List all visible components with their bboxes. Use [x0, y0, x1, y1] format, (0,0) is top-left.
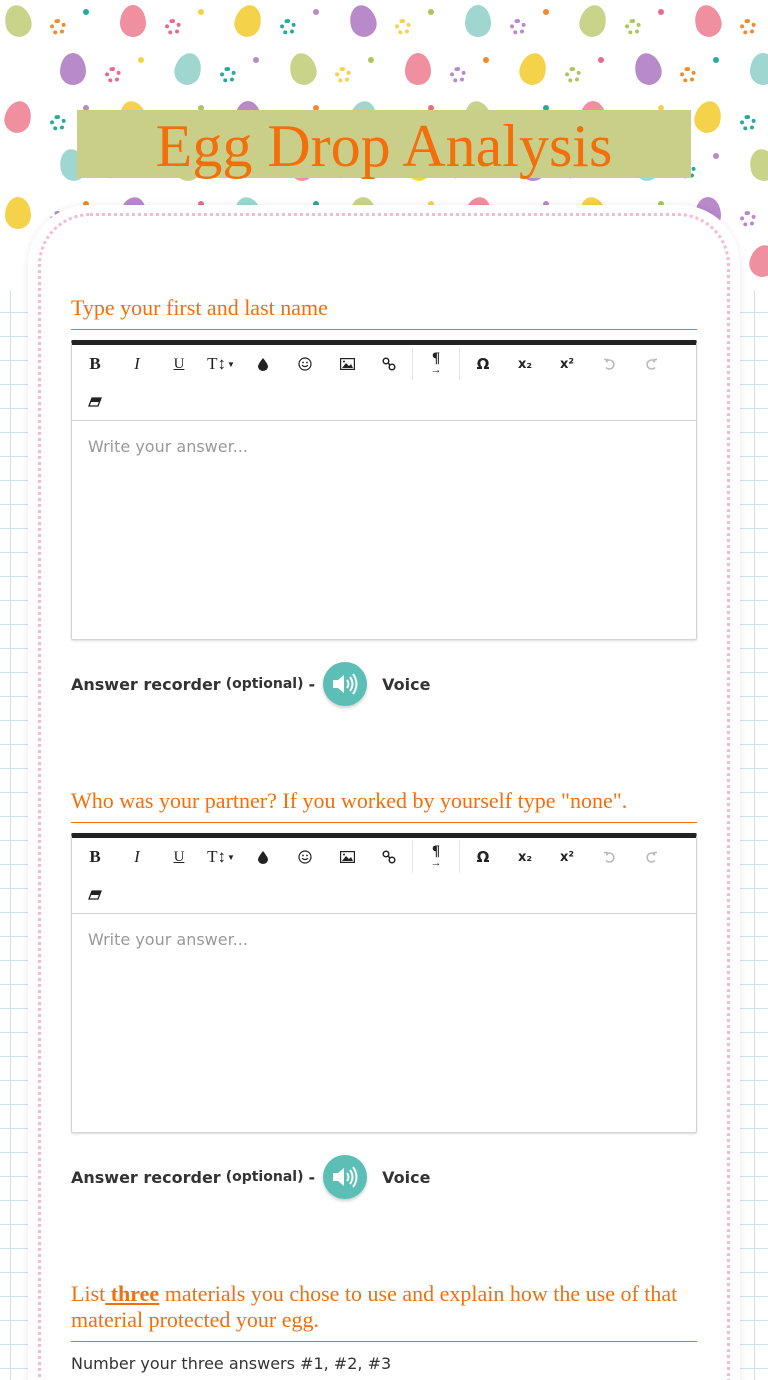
undo-icon [603, 358, 616, 371]
decorative-egg-icon [231, 2, 264, 40]
decorative-egg-icon [516, 50, 549, 88]
image-icon [340, 358, 355, 370]
question-title-text: List [71, 1281, 106, 1306]
decorative-egg-icon [465, 5, 491, 37]
image-icon [340, 851, 355, 863]
toolbar-divider [412, 348, 413, 380]
redo-icon [645, 851, 658, 864]
question-2 [71, 788, 697, 1199]
redo-button[interactable] [630, 838, 672, 876]
rich-text-editor [71, 340, 697, 640]
question-title-text: materials you chose to use and explain how the use of that material protected your egg. [71, 1281, 678, 1332]
question-title-emphasis: three [105, 1281, 160, 1306]
font-size-button[interactable] [200, 345, 242, 383]
image-button[interactable] [326, 345, 368, 383]
answer-recorder [71, 1155, 697, 1199]
decorative-flower-icon [220, 67, 236, 83]
link-button[interactable] [368, 838, 410, 876]
decorative-flower-icon [335, 67, 351, 83]
decorative-dot [253, 57, 259, 63]
decorative-dot [598, 57, 604, 63]
decorative-flower-icon [50, 19, 66, 35]
editor-toolbar [72, 345, 696, 421]
decorative-flower-icon [450, 67, 466, 83]
decorative-dot [658, 9, 664, 15]
recorder-dash: - [308, 674, 316, 694]
eraser-icon [88, 890, 102, 900]
recorder-dash: - [308, 1167, 316, 1187]
decorative-dot [138, 57, 144, 63]
image-button[interactable] [326, 838, 368, 876]
paragraph-icon: ¶ [431, 350, 441, 366]
decorative-egg-icon [286, 50, 319, 88]
question-3 [71, 1281, 697, 1373]
emoji-icon [298, 357, 312, 371]
clear-format-button[interactable] [74, 383, 116, 421]
answer-recorder [71, 662, 697, 706]
decorative-dot [198, 9, 204, 15]
redo-icon [645, 358, 658, 371]
decorative-egg-icon [60, 53, 86, 85]
decorative-flower-icon [105, 67, 121, 83]
link-icon [382, 357, 396, 371]
decorative-egg-icon [746, 242, 768, 280]
bold-button[interactable]: B [89, 847, 101, 866]
emoji-button[interactable] [284, 345, 326, 383]
decorative-flower-icon [395, 19, 411, 35]
eraser-icon [88, 397, 102, 407]
decorative-egg-icon [631, 50, 664, 88]
italic-button[interactable]: I [134, 354, 140, 373]
clear-format-button[interactable] [74, 876, 116, 914]
arrow-right-icon: → [430, 857, 442, 869]
decorative-dot [428, 9, 434, 15]
recorder-optional: (optional) [225, 1169, 304, 1185]
decorative-egg-icon [746, 146, 768, 184]
emoji-icon [298, 850, 312, 864]
decorative-egg-icon [171, 50, 204, 88]
speaker-icon [331, 1165, 359, 1189]
link-button[interactable] [368, 345, 410, 383]
toolbar-divider [459, 841, 460, 873]
font-size-label: T↕ [207, 354, 226, 373]
decorative-egg-icon [691, 2, 724, 40]
page-title: Egg Drop Analysis [155, 113, 613, 179]
decorative-dot [543, 9, 549, 15]
special-character-button[interactable]: Ω [476, 848, 490, 866]
color-drop-icon [258, 851, 268, 864]
toolbar-divider [412, 841, 413, 873]
decorative-egg-icon [120, 5, 146, 37]
subscript-button[interactable]: x₂ [517, 356, 533, 372]
question-instructions: Number your three answers #1, #2, #3 [71, 1354, 392, 1373]
decorative-flower-icon [510, 19, 526, 35]
color-drop-icon [258, 358, 268, 371]
decorative-flower-icon [680, 67, 696, 83]
paragraph-direction-button[interactable] [415, 838, 457, 876]
decorative-egg-icon [405, 53, 431, 85]
paragraph-direction-button[interactable] [415, 345, 457, 383]
decorative-egg-icon [5, 197, 31, 229]
question-title: Who was your partner? If you worked by yourself type "none". [71, 788, 697, 823]
decorative-dot [83, 9, 89, 15]
font-size-label: T↕ [207, 847, 226, 866]
special-character-button[interactable]: Ω [476, 355, 490, 373]
bold-button[interactable]: B [89, 354, 101, 373]
superscript-button[interactable]: x² [559, 356, 575, 372]
superscript-button[interactable]: x² [559, 849, 575, 865]
font-size-button[interactable] [200, 838, 242, 876]
answer-textarea[interactable]: Write your answer... [88, 930, 248, 949]
voice-label: Voice [382, 674, 431, 694]
underline-button[interactable]: U [173, 848, 185, 865]
decorative-egg-icon [1, 2, 34, 40]
decorative-flower-icon [740, 19, 756, 35]
text-color-button[interactable] [242, 345, 284, 383]
decorative-dot [313, 9, 319, 15]
undo-button[interactable] [588, 838, 630, 876]
decorative-flower-icon [50, 115, 66, 131]
recorder-label: Answer recorder [71, 1167, 221, 1187]
decorative-egg-icon [691, 98, 724, 136]
editor-toolbar [72, 838, 696, 914]
decorative-egg-icon [346, 2, 379, 40]
undo-button[interactable] [588, 345, 630, 383]
italic-button[interactable]: I [134, 847, 140, 866]
recorder-optional: (optional) [225, 676, 304, 692]
subscript-button[interactable]: x₂ [517, 849, 533, 865]
rich-text-editor [71, 833, 697, 1133]
redo-button[interactable] [630, 345, 672, 383]
recorder-label: Answer recorder [71, 674, 221, 694]
caret-down-icon: ▼ [226, 359, 235, 369]
answer-textarea[interactable]: Write your answer... [88, 437, 248, 456]
question-title [71, 1281, 697, 1342]
toolbar-divider [459, 348, 460, 380]
decorative-dot [483, 57, 489, 63]
decorative-egg-icon [1, 98, 34, 136]
decorative-flower-icon [625, 19, 641, 35]
link-icon [382, 850, 396, 864]
voice-record-button[interactable] [323, 662, 367, 706]
question-title: Type your first and last name [71, 295, 697, 330]
decorative-egg-icon [576, 2, 609, 40]
decorative-egg-icon [750, 53, 768, 85]
caret-down-icon: ▼ [226, 852, 235, 862]
decorative-flower-icon [280, 19, 296, 35]
undo-icon [603, 851, 616, 864]
decorative-dot [713, 153, 719, 159]
arrow-right-icon: → [430, 364, 442, 376]
emoji-button[interactable] [284, 838, 326, 876]
paragraph-icon: ¶ [431, 843, 441, 859]
text-color-button[interactable] [242, 838, 284, 876]
question-1 [71, 295, 697, 706]
decorative-flower-icon [165, 19, 181, 35]
decorative-flower-icon [740, 115, 756, 131]
decorative-dot [713, 57, 719, 63]
decorative-dot [368, 57, 374, 63]
voice-record-button[interactable] [323, 1155, 367, 1199]
decorative-flower-icon [740, 211, 756, 227]
underline-button[interactable]: U [173, 355, 185, 372]
voice-label: Voice [382, 1167, 431, 1187]
decorative-flower-icon [565, 67, 581, 83]
speaker-icon [331, 672, 359, 696]
title-banner [77, 110, 691, 178]
